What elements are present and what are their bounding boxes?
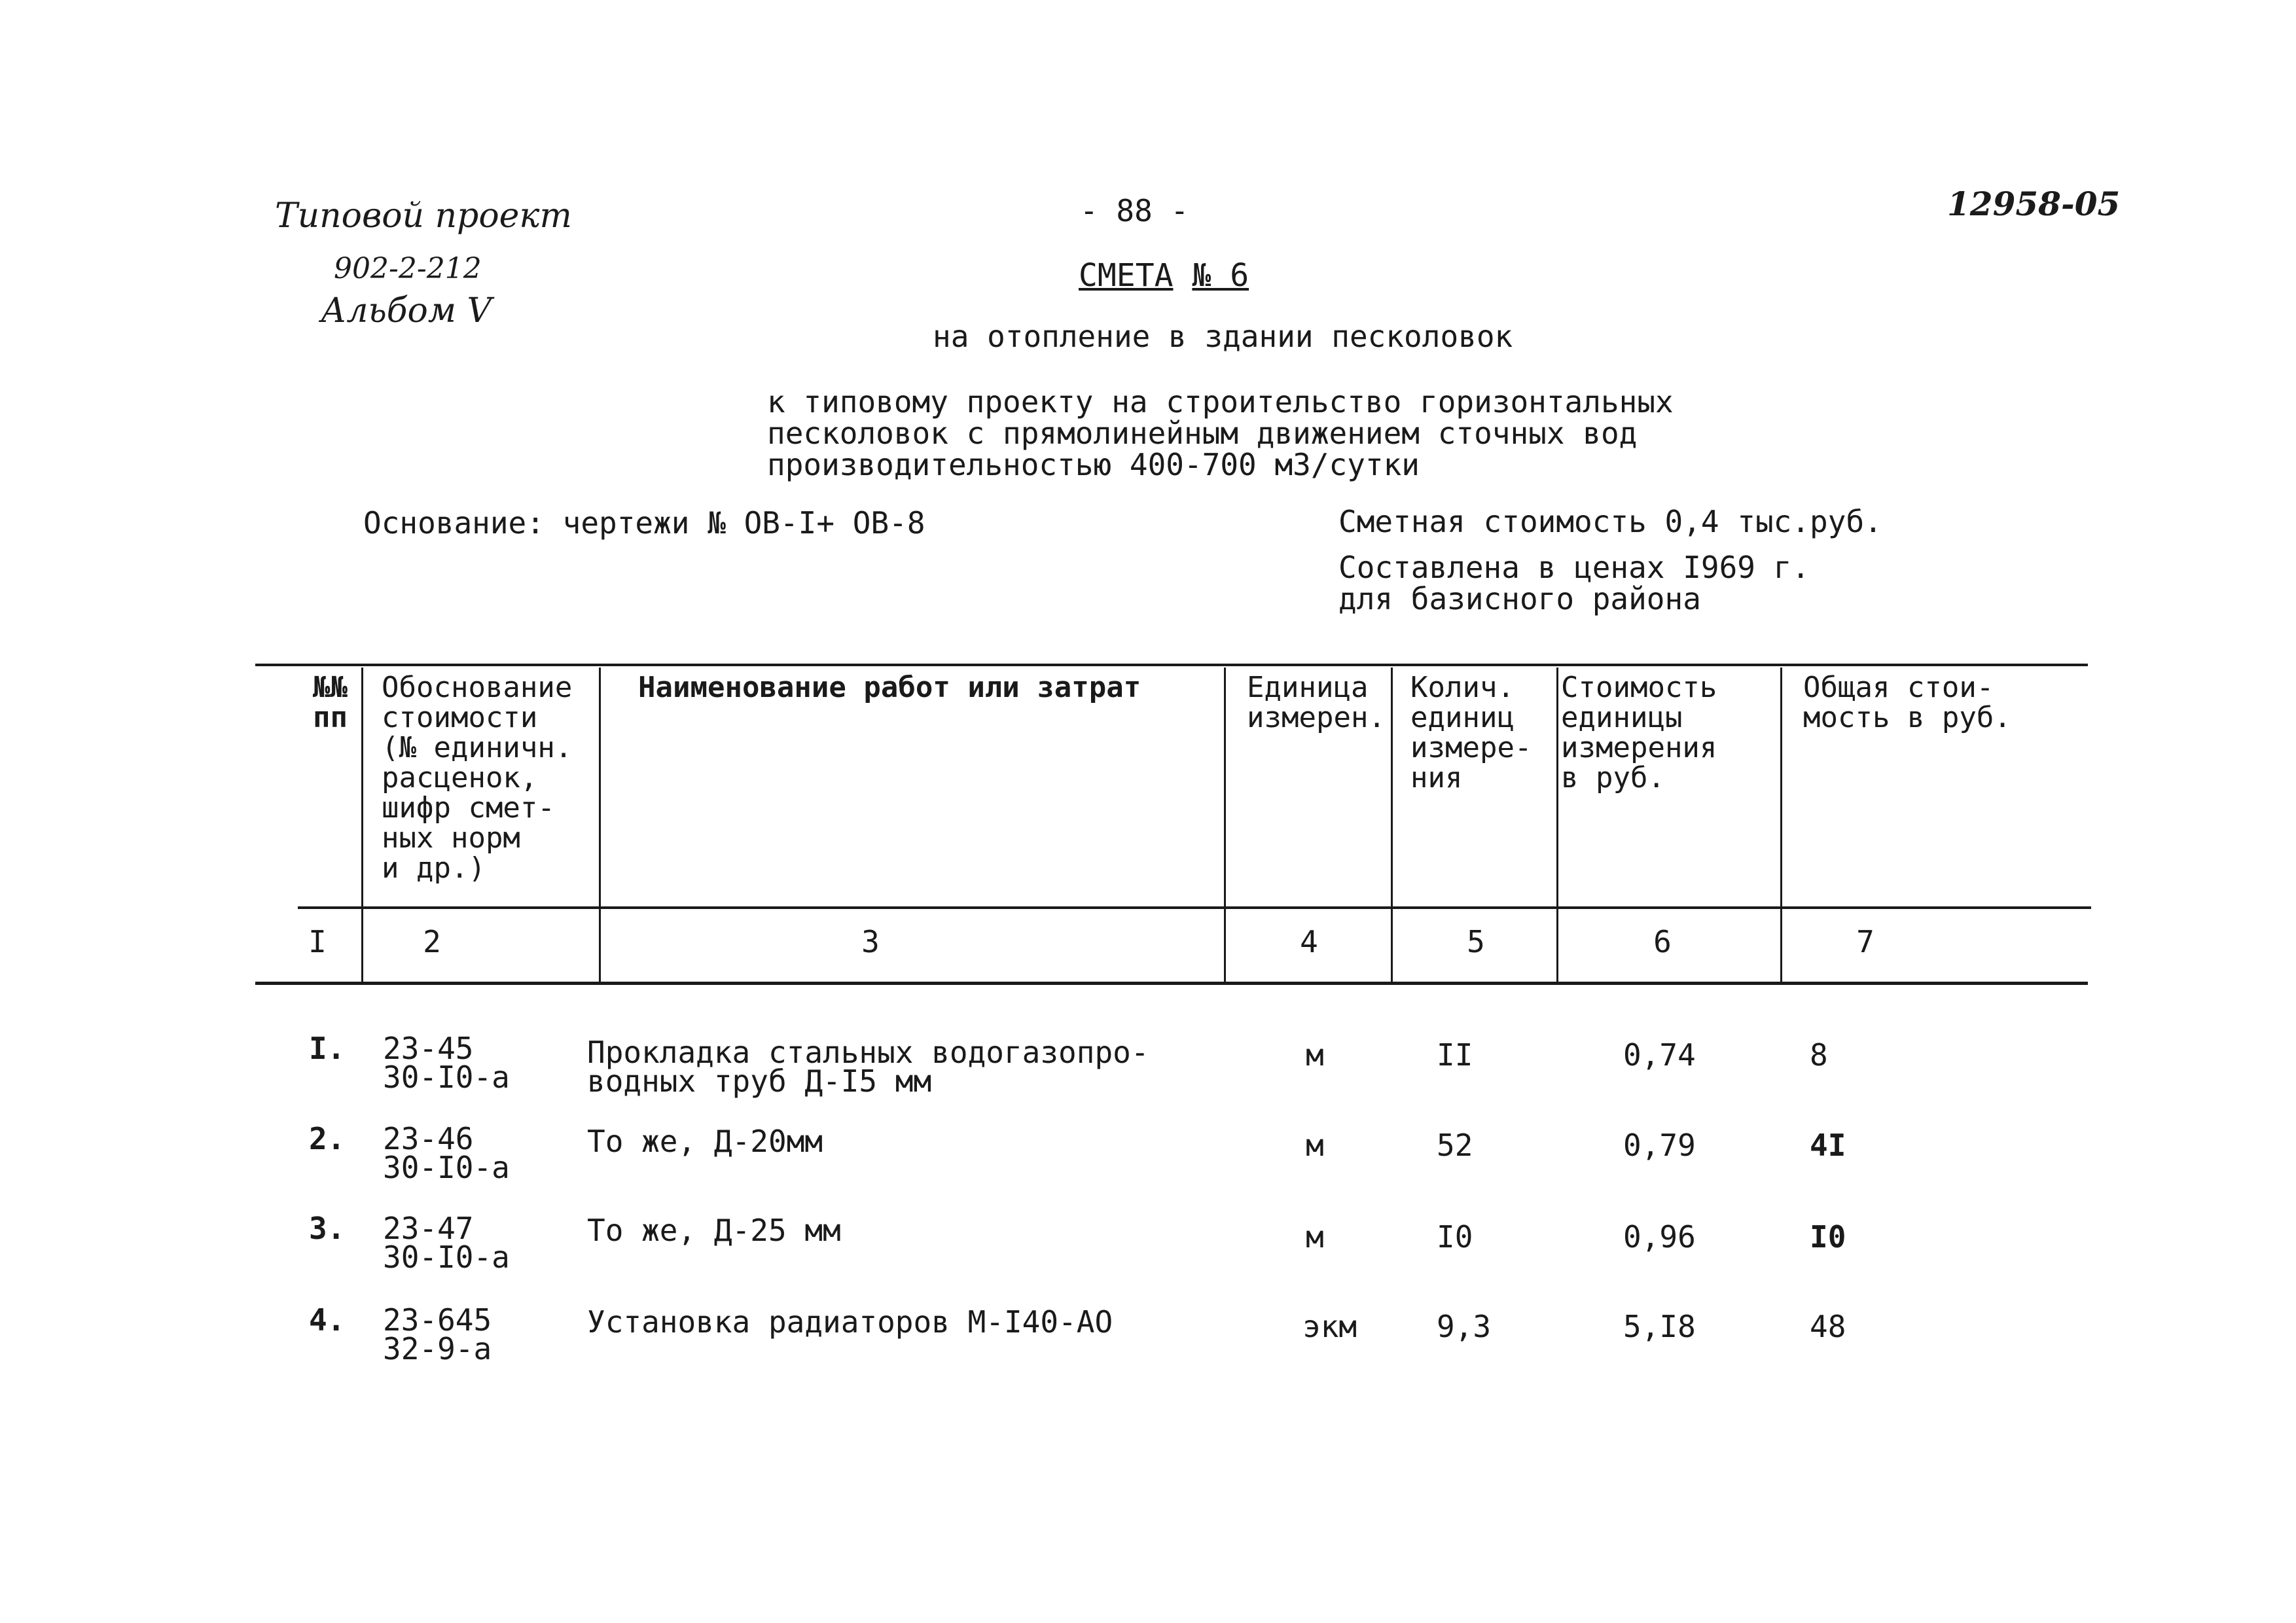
estimate-basis: Основание: чертежи № ОВ-I+ ОВ-8	[363, 505, 925, 541]
column-number: 3	[861, 924, 880, 959]
column-number: 4	[1300, 924, 1318, 959]
column-number: I	[308, 924, 327, 959]
column-divider	[1224, 668, 1226, 985]
table-number-rule	[255, 982, 2088, 985]
row-index: I.	[309, 1031, 346, 1066]
row-unit: м	[1306, 1037, 1324, 1073]
column-header-unit: Единица измерен.	[1247, 671, 1386, 734]
row-index: 3.	[309, 1211, 346, 1246]
column-header-index: №№ пп	[313, 671, 348, 734]
estimate-heading: на отопление в здании песколовок	[933, 319, 1513, 354]
table-header-rule	[298, 906, 2091, 909]
row-work-name: Установка радиаторов М-I40-АО	[587, 1304, 1113, 1340]
row-total: 4I	[1810, 1128, 1846, 1163]
column-number: 6	[1653, 924, 1672, 959]
subtitle-line: к типовому проекту на строительство горизонтальных	[767, 384, 1674, 419]
handwritten-project-note: Типовой проект	[275, 196, 572, 236]
row-quantity: 9,3	[1437, 1309, 1492, 1344]
row-work-name: Прокладка стальных водогазопро- водных труб Д-I5 мм	[587, 1035, 1149, 1099]
column-header-basis: Обоснование стоимости (№ единичн. расценок, шифр смет- ных норм и др.)	[382, 671, 573, 885]
estimated-cost: Сметная стоимость 0,4 тыс.руб.	[1338, 504, 1882, 539]
handwritten-album-note: Альбом V	[321, 291, 492, 330]
subtitle-line: песколовок с прямолинейным движением сточных вод	[767, 416, 1638, 451]
column-divider	[599, 668, 601, 985]
row-quantity: I0	[1437, 1219, 1473, 1255]
row-total: 8	[1810, 1037, 1828, 1073]
row-basis: 23-47 30-I0-а	[383, 1211, 510, 1275]
column-number: 2	[423, 924, 441, 959]
estimate-number: № 6	[1192, 257, 1249, 294]
row-unit-cost: 0,74	[1623, 1037, 1696, 1073]
row-unit: м	[1306, 1128, 1324, 1163]
row-unit-cost: 5,I8	[1623, 1309, 1696, 1344]
row-work-name: То же, Д-25 мм	[587, 1213, 841, 1248]
row-index: 2.	[309, 1121, 346, 1156]
column-divider	[1556, 668, 1558, 985]
page-number: - 88 -	[1080, 193, 1189, 228]
price-basis-line: для базисного района	[1338, 581, 1701, 616]
column-header-unit-cost: Стоимость единицы измерения в руб.	[1561, 671, 1717, 794]
row-total: 48	[1810, 1309, 1846, 1344]
column-header-total: Общая стои- мость в руб.	[1803, 671, 2011, 734]
row-work-name: То же, Д-20мм	[587, 1124, 823, 1159]
column-number: 7	[1856, 924, 1874, 959]
column-divider	[1780, 668, 1782, 985]
row-total: I0	[1810, 1219, 1846, 1255]
column-header-quantity: Колич. единиц измере- ния	[1410, 671, 1532, 794]
row-unit-cost: 0,96	[1623, 1219, 1696, 1255]
row-basis: 23-45 30-I0-а	[383, 1031, 510, 1095]
row-index: 4.	[309, 1302, 346, 1338]
row-basis: 23-46 30-I0-а	[383, 1121, 510, 1185]
row-unit: экм	[1302, 1309, 1357, 1344]
column-number: 5	[1467, 924, 1485, 959]
row-unit-cost: 0,79	[1623, 1128, 1696, 1163]
column-divider	[1391, 668, 1393, 985]
column-divider	[361, 668, 363, 985]
row-quantity: 52	[1437, 1128, 1473, 1163]
price-basis-line: Составлена в ценах I969 г.	[1338, 550, 1810, 585]
handwritten-document-number: 12958-05	[1947, 185, 2121, 223]
column-header-name: Наименование работ или затрат	[638, 671, 1141, 704]
table-top-rule	[255, 664, 2088, 666]
row-unit: м	[1306, 1219, 1324, 1255]
handwritten-project-code: 902-2-212	[334, 252, 482, 285]
subtitle-line: производительностью 400-700 м3/сутки	[767, 447, 1420, 482]
row-quantity: II	[1437, 1037, 1473, 1073]
row-basis: 23-645 32-9-а	[383, 1302, 492, 1366]
estimate-title-label: СМЕТА	[1079, 257, 1174, 294]
